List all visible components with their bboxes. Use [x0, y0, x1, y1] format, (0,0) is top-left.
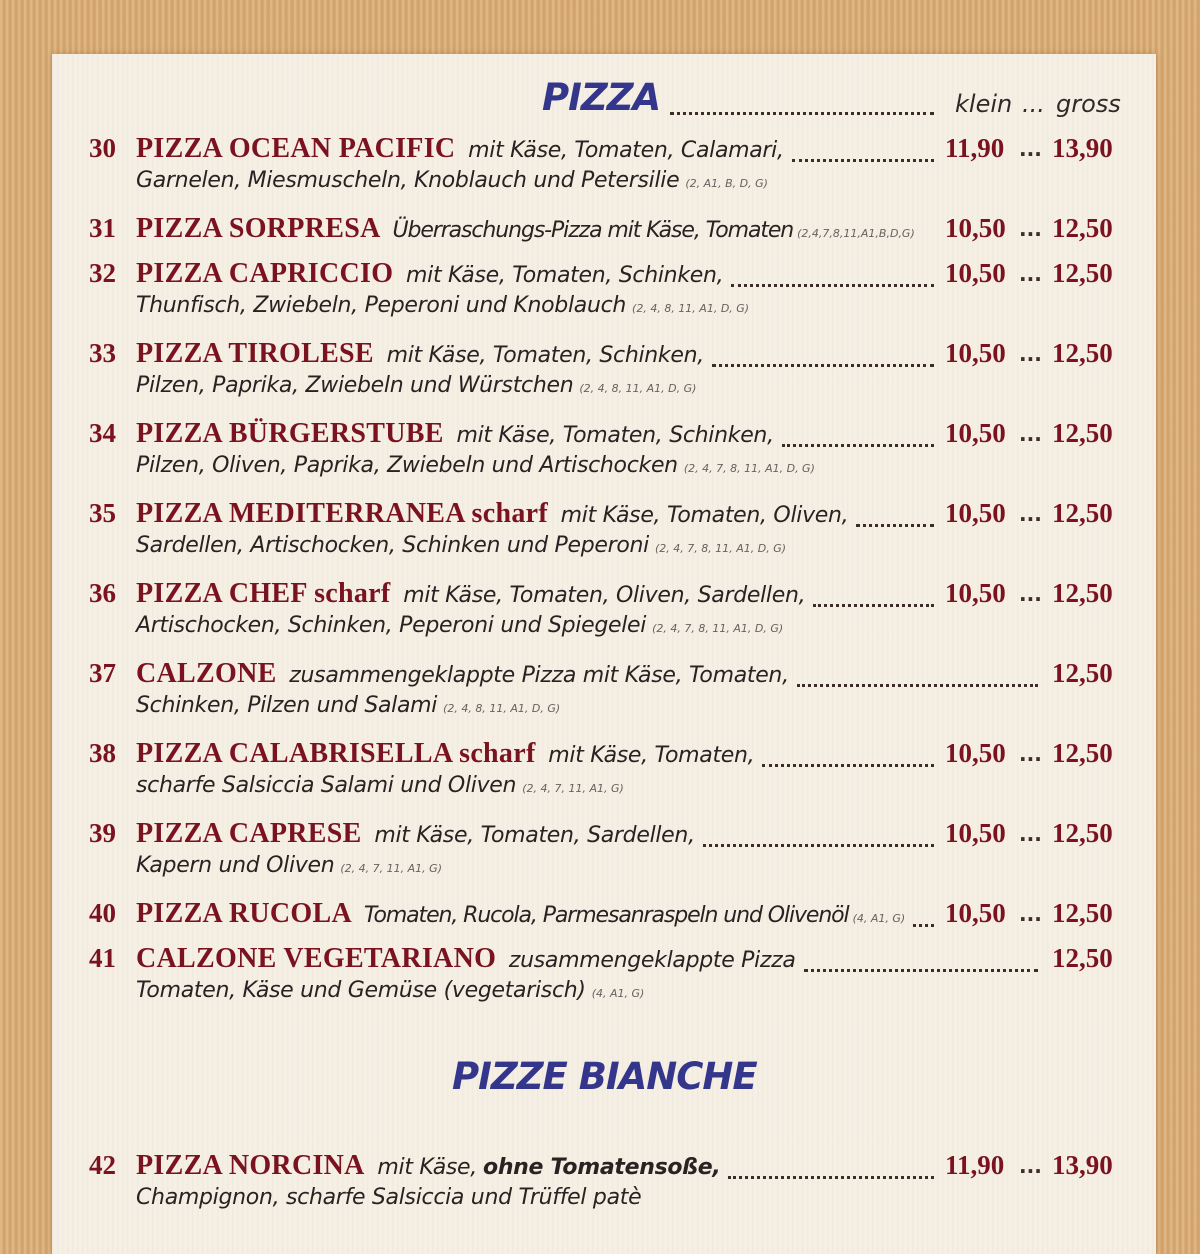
item-number: 36: [89, 578, 116, 608]
item-name: PIZZA TIROLESE: [136, 338, 374, 369]
item-description: mit Käse, Tomaten, Sardellen,: [367, 823, 695, 848]
item-allergens: (2, A1, B, D, G): [685, 177, 768, 190]
price-gross: 13,90: [1052, 1150, 1113, 1180]
item-line-1: [136, 818, 695, 850]
item-allergens: (2, 4, 7, 8, 11, A1, D, G): [683, 462, 815, 475]
item-allergens: (2, 4, 8, 11, A1, D, G): [443, 702, 561, 715]
item-name: PIZZA RUCOLA: [136, 898, 352, 929]
item-allergens: (2, 4, 7, 8, 11, A1, D, G): [654, 542, 787, 555]
item-description: mit Käse, Tomaten, Schinken,: [449, 423, 774, 448]
leader-dots: [813, 604, 934, 607]
price-klein: 11,90: [945, 1150, 1005, 1180]
item-line-1: [136, 418, 774, 450]
price-separator: ...: [1019, 342, 1042, 366]
item-name: PIZZA CALABRISELLA scharf: [136, 738, 536, 769]
item-description-bold: ohne Tomatensoße,: [483, 1155, 721, 1180]
item-description: mit Käse, Tomaten, Schinken,: [399, 263, 724, 288]
price-klein: 10,50: [945, 738, 1006, 768]
item-number: 33: [89, 338, 116, 368]
item-name: PIZZA CAPRICCIO: [136, 258, 394, 289]
item-allergens: (2, 4, 8, 11, A1, D, G): [632, 302, 750, 315]
header-leader-dots: [670, 112, 934, 115]
price-separator: ...: [1019, 1154, 1042, 1178]
item-name: CALZONE VEGETARIANO: [136, 943, 497, 974]
item-description: mit Käse,: [370, 1155, 477, 1180]
column-header-separator: ...: [1022, 90, 1045, 118]
item-line-2: [136, 453, 815, 478]
item-line-1: [136, 578, 805, 610]
section-title-pizze-bianche: PIZZE BIANCHE: [452, 1055, 757, 1098]
item-line-1: [136, 213, 915, 245]
price-gross: 12,50: [1052, 213, 1113, 243]
item-description-continued: Artischocken, Schinken, Peperoni und Spiegelei: [136, 613, 647, 638]
item-number: 41: [89, 943, 116, 973]
item-description-continued: scharfe Salsiccia Salami und Oliven: [136, 773, 517, 798]
item-line-2: [136, 533, 786, 558]
price-gross: 12,50: [1052, 578, 1113, 608]
item-description: zusammengeklappte Pizza: [502, 948, 796, 973]
item-line-2: [136, 168, 768, 193]
price-klein: 10,50: [945, 818, 1006, 848]
item-number: 31: [89, 213, 116, 243]
item-number: 39: [89, 818, 116, 848]
price-klein: 10,50: [945, 418, 1006, 448]
item-line-2: [136, 693, 560, 718]
item-description-continued: Sardellen, Artischocken, Schinken und Peperoni: [136, 533, 649, 558]
column-header-klein: klein: [955, 90, 1013, 118]
price-klein: 10,50: [945, 258, 1006, 288]
item-line-1: [136, 133, 784, 165]
price-klein: 10,50: [945, 898, 1006, 928]
price-gross: 12,50: [1052, 498, 1113, 528]
item-description-continued: Kapern und Oliven: [136, 853, 335, 878]
item-line-2: [136, 613, 783, 638]
leader-dots: [762, 764, 934, 767]
item-description-continued: Schinken, Pilzen und Salami: [136, 693, 438, 718]
item-name: PIZZA NORCINA: [136, 1150, 365, 1181]
item-line-1: [136, 338, 704, 370]
item-line-2: [136, 773, 624, 798]
item-name: PIZZA SORPRESA: [136, 213, 381, 244]
item-name: PIZZA OCEAN PACIFIC: [136, 133, 456, 164]
item-name: CALZONE: [136, 658, 277, 689]
item-number: 37: [89, 658, 116, 688]
item-name: PIZZA MEDITERRANEA scharf: [136, 498, 548, 529]
column-header-gross: gross: [1056, 90, 1121, 118]
price-separator: ...: [1019, 582, 1042, 606]
leader-dots: [703, 844, 934, 847]
leader-dots: [728, 1176, 934, 1179]
item-line-1: [136, 738, 754, 770]
item-name: PIZZA CHEF scharf: [136, 578, 391, 609]
item-description-continued: Garnelen, Miesmuscheln, Knoblauch und Petersilie: [136, 168, 680, 193]
price-separator: ...: [1019, 217, 1042, 241]
item-line-2: [136, 978, 644, 1003]
price-gross: 12,50: [1052, 898, 1113, 928]
item-allergens: (4, A1, G): [591, 987, 645, 1000]
item-name: PIZZA CAPRESE: [136, 818, 362, 849]
price-separator: ...: [1019, 502, 1042, 526]
item-allergens: (2,4,7,8,11,A1,B,D,G): [797, 227, 915, 240]
item-description: mit Käse, Tomaten, Calamari,: [461, 138, 784, 163]
price-separator: ...: [1019, 822, 1042, 846]
price-klein: 10,50: [945, 213, 1006, 243]
price-gross: 12,50: [1052, 943, 1113, 973]
leader-dots: [804, 969, 1038, 972]
price-gross: 12,50: [1052, 738, 1113, 768]
item-line-2: [136, 293, 749, 318]
leader-dots: [792, 159, 934, 162]
item-allergens: (2, 4, 7, 11, A1, G): [340, 862, 442, 875]
price-gross: 12,50: [1052, 658, 1113, 688]
section-title-pizza: PIZZA: [542, 76, 661, 119]
price-gross: 12,50: [1052, 258, 1113, 288]
item-number: 40: [89, 898, 116, 928]
price-klein: 10,50: [945, 578, 1006, 608]
item-description: mit Käse, Tomaten,: [541, 743, 755, 768]
price-separator: ...: [1019, 137, 1042, 161]
item-description: zusammengeklappte Pizza mit Käse, Tomaten,: [282, 663, 789, 688]
item-line-1: [136, 1150, 720, 1182]
item-line-1: [136, 898, 905, 930]
item-name: PIZZA BÜRGERSTUBE: [136, 418, 444, 449]
price-separator: ...: [1019, 262, 1042, 286]
leader-dots: [856, 524, 934, 527]
leader-dots: [712, 364, 934, 367]
item-description-continued: Pilzen, Paprika, Zwiebeln und Würstchen: [136, 373, 574, 398]
leader-dots: [731, 284, 934, 287]
item-description: Tomaten, Rucola, Parmesanraspeln und Olivenöl: [357, 903, 849, 928]
item-number: 30: [89, 133, 116, 163]
price-gross: 13,90: [1052, 133, 1113, 163]
price-separator: ...: [1019, 902, 1042, 926]
item-allergens: (4, A1, G): [852, 912, 906, 925]
item-description-continued: Tomaten, Käse und Gemüse (vegetarisch): [136, 978, 586, 1003]
price-klein: 10,50: [945, 338, 1006, 368]
item-description-continued: Thunfisch, Zwiebeln, Peperoni und Knoblauch: [136, 293, 627, 318]
price-separator: ...: [1019, 742, 1042, 766]
item-description: mit Käse, Tomaten, Schinken,: [379, 343, 704, 368]
price-klein: 11,90: [945, 133, 1005, 163]
price-separator: ...: [1019, 422, 1042, 446]
item-line-1: [136, 658, 789, 690]
leader-dots: [782, 444, 934, 447]
item-description-continued: Champignon, scharfe Salsiccia und Trüffel patè: [136, 1185, 642, 1210]
item-description: mit Käse, Tomaten, Oliven,: [553, 503, 849, 528]
price-gross: 12,50: [1052, 338, 1113, 368]
item-allergens: (2, 4, 8, 11, A1, D, G): [579, 382, 697, 395]
price-gross: 12,50: [1052, 818, 1113, 848]
item-line-1: [136, 943, 796, 975]
price-klein: 10,50: [945, 498, 1006, 528]
price-gross: 12,50: [1052, 418, 1113, 448]
item-number: 35: [89, 498, 116, 528]
item-line-2: [136, 373, 696, 398]
item-allergens: (2, 4, 7, 11, A1, G): [522, 782, 624, 795]
item-description-continued: Pilzen, Oliven, Paprika, Zwiebeln und Artischocken: [136, 453, 678, 478]
leader-dots: [913, 924, 934, 927]
item-line-1: [136, 258, 723, 290]
item-line-2: [136, 853, 442, 878]
item-line-2: [136, 1185, 641, 1210]
item-number: 38: [89, 738, 116, 768]
item-number: 42: [89, 1150, 116, 1180]
leader-dots: [797, 684, 1038, 687]
item-line-1: [136, 498, 848, 530]
item-allergens: (2, 4, 7, 8, 11, A1, D, G): [652, 622, 784, 635]
item-description: mit Käse, Tomaten, Oliven, Sardellen,: [396, 583, 806, 608]
item-number: 34: [89, 418, 116, 448]
item-number: 32: [89, 258, 116, 288]
item-description: Überraschungs-Pizza mit Käse, Tomaten: [386, 218, 794, 243]
